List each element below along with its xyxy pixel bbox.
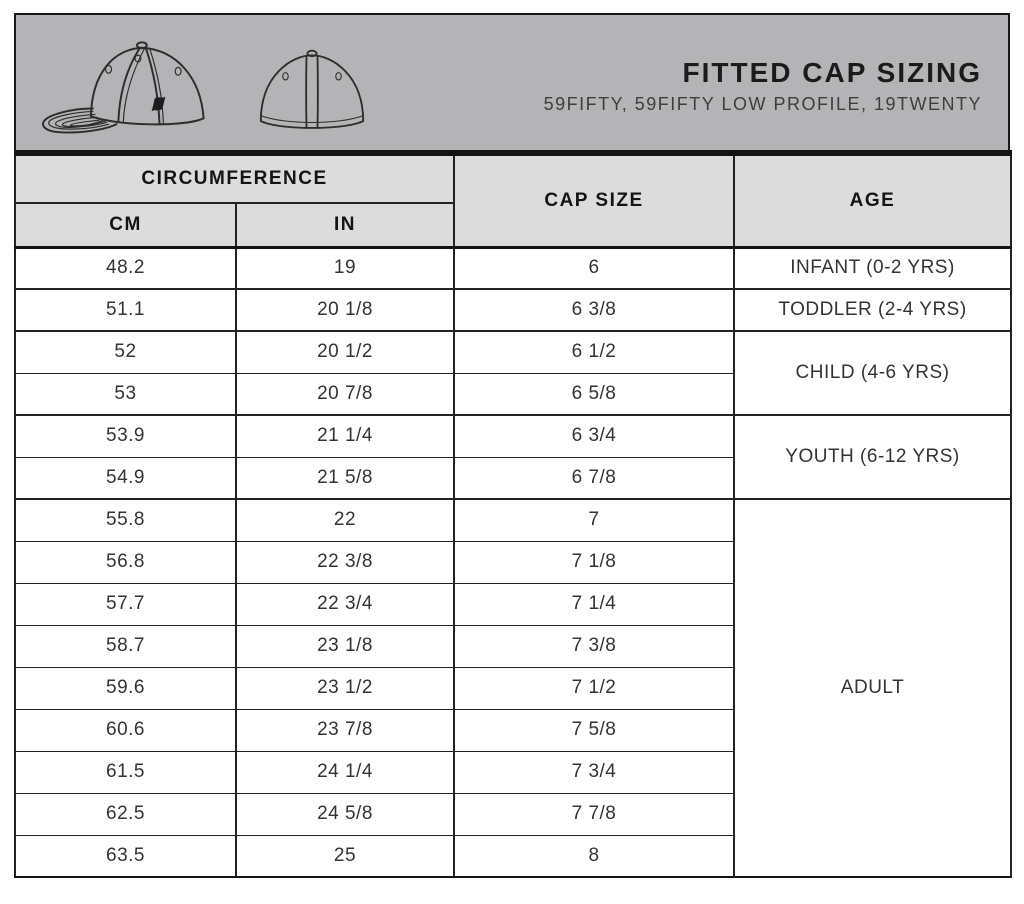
cap-size-value: 7 3/8 [454, 625, 734, 667]
in-value: 23 1/8 [236, 625, 454, 667]
in-value: 22 [236, 499, 454, 541]
in-value: 23 1/2 [236, 667, 454, 709]
page-title: FITTED CAP SIZING [682, 56, 982, 88]
cap-size-value: 7 5/8 [454, 709, 734, 751]
in-value: 22 3/8 [236, 541, 454, 583]
cap-size-value: 6 [454, 247, 734, 289]
cm-value: 53 [15, 373, 236, 415]
cm-value: 62.5 [15, 793, 236, 835]
cm-value: 53.9 [15, 415, 236, 457]
in-value: 22 3/4 [236, 583, 454, 625]
age-group-toddler: TODDLER (2-4 YRS) [734, 289, 1011, 331]
cap-size-value: 7 7/8 [454, 793, 734, 835]
in-value: 19 [236, 247, 454, 289]
table-row [15, 289, 1011, 331]
in-value: 20 7/8 [236, 373, 454, 415]
age-group-adult: ADULT [734, 499, 1011, 877]
cm-value: 58.7 [15, 625, 236, 667]
cap-size-value: 7 [454, 499, 734, 541]
header-titles [544, 57, 982, 115]
header-banner [14, 13, 1010, 150]
in-value: 25 [236, 835, 454, 877]
age-group-youth: YOUTH (6-12 YRS) [734, 415, 1011, 499]
cap-size-value: 7 1/4 [454, 583, 734, 625]
table-row [15, 415, 1011, 457]
cm-value: 51.1 [15, 289, 236, 331]
cm-value: 56.8 [15, 541, 236, 583]
cap-size-value: 6 3/8 [454, 289, 734, 331]
table-row [15, 331, 1011, 373]
in-value: 21 5/8 [236, 457, 454, 499]
cap-illustrations [38, 30, 376, 140]
column-header-circumference: CIRCUMFERENCE [15, 153, 454, 203]
in-value: 21 1/4 [236, 415, 454, 457]
in-value: 20 1/8 [236, 289, 454, 331]
column-header-cap-size: CAP SIZE [454, 153, 734, 247]
cap-side-view-icon [38, 30, 234, 140]
cm-value: 55.8 [15, 499, 236, 541]
cm-value: 63.5 [15, 835, 236, 877]
cm-value: 54.9 [15, 457, 236, 499]
cm-value: 48.2 [15, 247, 236, 289]
cap-size-value: 6 1/2 [454, 331, 734, 373]
cap-size-value: 6 7/8 [454, 457, 734, 499]
in-value: 23 7/8 [236, 709, 454, 751]
table-row [15, 499, 1011, 541]
cap-size-value: 7 3/4 [454, 751, 734, 793]
cap-size-value: 6 5/8 [454, 373, 734, 415]
column-header-in: IN [236, 203, 454, 247]
column-header-age: AGE [734, 153, 1011, 247]
cap-front-view-icon [248, 40, 376, 140]
in-value: 20 1/2 [236, 331, 454, 373]
new-era-flag-logo [152, 96, 166, 111]
in-value: 24 1/4 [236, 751, 454, 793]
table-row [15, 247, 1011, 289]
cap-size-value: 7 1/8 [454, 541, 734, 583]
table-header-row-1 [15, 153, 1011, 203]
page-subtitle: 59FIFTY, 59FIFTY LOW PROFILE, 19TWENTY [543, 93, 982, 114]
cm-value: 61.5 [15, 751, 236, 793]
cap-size-value: 7 1/2 [454, 667, 734, 709]
cm-value: 60.6 [15, 709, 236, 751]
cm-value: 57.7 [15, 583, 236, 625]
age-group-infant: INFANT (0-2 YRS) [734, 247, 1011, 289]
cap-size-value: 8 [454, 835, 734, 877]
cm-value: 52 [15, 331, 236, 373]
cap-size-value: 6 3/4 [454, 415, 734, 457]
column-header-cm: CM [15, 203, 236, 247]
in-value: 24 5/8 [236, 793, 454, 835]
cm-value: 59.6 [15, 667, 236, 709]
age-group-child: CHILD (4-6 YRS) [734, 331, 1011, 415]
sizing-table [14, 150, 1012, 878]
